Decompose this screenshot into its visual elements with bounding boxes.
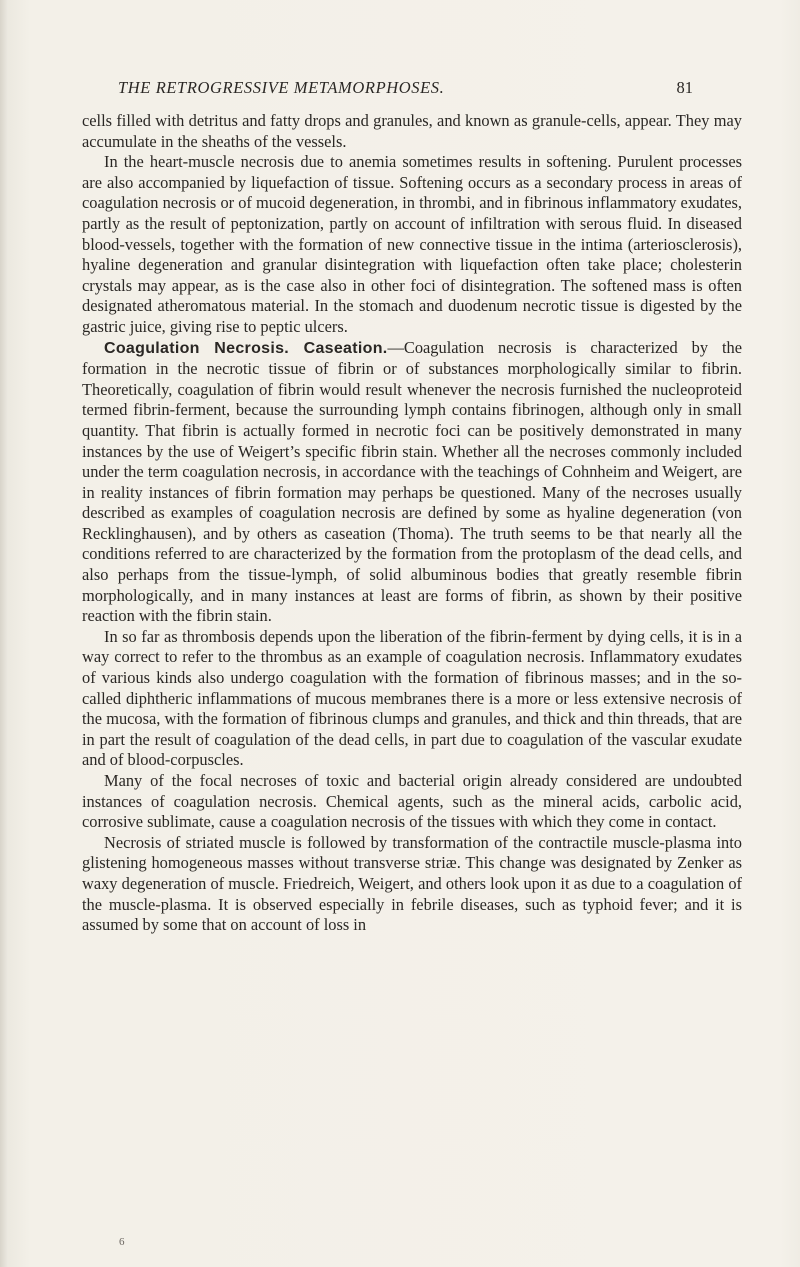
paragraph: [82, 338, 742, 627]
body-text: [82, 111, 742, 936]
paragraph-text: Many of the focal necroses of toxic and bacterial origin already considered are undoubted instances of coagulation necrosis. Chemical agents, such as the mineral acids, carbolic acid, corrosive sublimate, cause a coagulation necrosis of the tissues with which they come in contact.: [82, 771, 742, 832]
paragraph-text: —Coagulation necrosis is characterized by the formation in the necrotic tissue of fibrin or of substances morphologically similar to fibrin. Theoretically, coagulation of fibrin would result whenever the necrosis furnished the nucleoproteid termed fibrin-ferment, because the surrounding lymph contains fibrinogen, although only in small quantity. That fibrin is actually formed in necrotic foci can be positively demonstrated in many instances by the use of Weigert’s specific fibrin stain. Whether all the necroses commonly included under the term coagulation necrosis, in accordance with the teachings of Cohnheim and Weigert, are in reality instances of fibrin formation may perhaps be questioned. Many of the necroses usually described as examples of coagulation necrosis are defined by some as hyaline degeneration (von Recklinghausen), and by others as caseation (Thoma). The truth seems to be that nearly all the conditions referred to are characterized by the formation from the protoplasm of the dead cells, and also perhaps from the tissue-lymph, of solid albuminous bodies that greatly resemble fibrin morphologically, and in many instances at least are forms of fibrin, as shown by their positive reaction with the fibrin stain.: [82, 337, 742, 626]
page-header: [118, 78, 800, 108]
paragraph: [82, 771, 742, 833]
page-number: 81: [676, 78, 693, 97]
paragraph-text: Necrosis of striated muscle is followed by transformation of the contractile muscle-plasma into glistening homogeneous masses without transverse striæ. This change was designated by Zenker as waxy degeneration of muscle. Friedreich, Weigert, and others look upon it as due to a coagulation of the muscle-plasma. It is observed especially in febrile diseases, such as typhoid fever; and it is assumed by some that on account of loss in: [82, 832, 742, 935]
paragraph: [82, 627, 742, 771]
signature-mark: 6: [119, 1236, 125, 1248]
page-gutter: [0, 0, 8, 1267]
running-title: THE RETROGRESSIVE METAMORPHOSES.: [118, 78, 445, 97]
paragraph-text: cells filled with detritus and fatty drops and granules, and known as granule-cells, appear. They may accumulate in the sheaths of the vessels.: [82, 111, 742, 151]
paragraph: [82, 833, 742, 936]
paragraph-text: In the heart-muscle necrosis due to anemia sometimes results in softening. Purulent processes are also accompanied by liquefaction of tissue. Softening occurs as a secondary process in areas of coagulation necrosis or of mucoid degeneration, in thrombi, and in fibrinous inflammatory exudates, partly as the result of peptonization, partly on account of infiltration with serous fluid. In diseased blood-vessels, together with the formation of new connective tissue in the intima (arteriosclerosis), hyaline degeneration and granular disintegration with liquefaction often take place; cholesterin crystals may appear, as is the case also in other foci of disintegration. The softened mass is often designated atheromatous material. In the stomach and duodenum necrotic tissue is digested by the gastric juice, giving rise to peptic ulcers.: [82, 152, 742, 336]
section-heading: Coagulation Necrosis. Caseation.: [104, 339, 388, 357]
paragraph: [82, 152, 742, 337]
paragraph: [82, 111, 742, 152]
paragraph-text: In so far as thrombosis depends upon the liberation of the fibrin-ferment by dying cells, it is in a way correct to refer to the thrombus as an example of coagulation necrosis. Inflammatory exudates of various kinds also undergo coagulation with the formation of fibrinous masses; and in the so-called diphtheric inflammations of mucous membranes there is a more or less extensive necrosis of the mucosa, with the formation of fibrinous clumps and granules, and thick and thin threads, that are in part the result of coagulation of the dead cells, in part due to coagulation of the vascular exudate and of blood-corpuscles.: [82, 626, 742, 770]
